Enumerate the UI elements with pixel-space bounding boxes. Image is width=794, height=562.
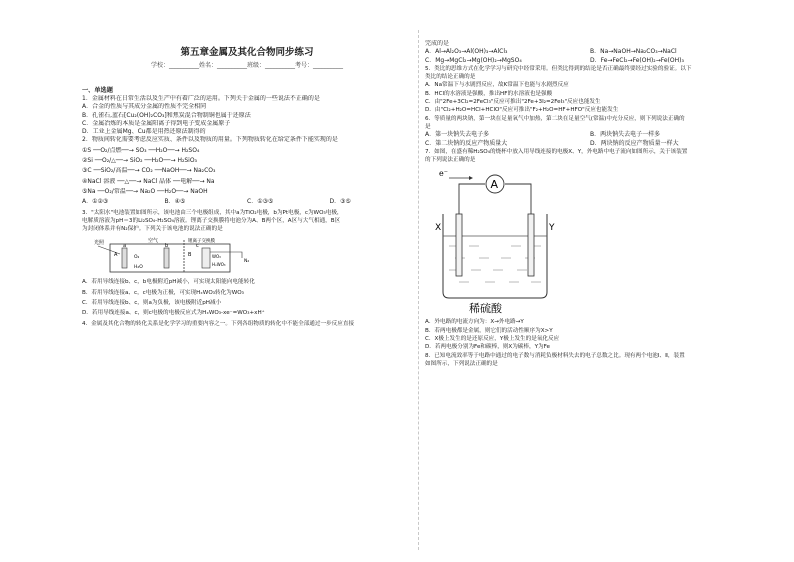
q6-option-c: C．第二块钠的反应产物质量大 [425,139,508,147]
q3-label-b: b [165,243,169,250]
q4-options-row-1 [425,48,755,56]
q8-stem: 8．已知电流效率等于电路中通过的电子数与消耗负极材料失去的电子总数之比。现有两个电池Ⅰ、Ⅱ，装置 [425,352,685,359]
q3-battery-diagram [92,236,412,274]
q3-label-a: a [123,243,127,250]
q4-option-c: C．Mg→MgCl₂→Mg(OH)₂→MgSO₄ [425,56,522,64]
q3-electrode-a [122,248,127,268]
q3-label-o2: O₂ [134,255,140,261]
left-column [82,86,412,328]
q6-options-row-2 [425,140,755,148]
q2-option-c: C．①③⑤ [247,198,274,206]
q6-stem: 6．等质量的两块钠，第一块在足量氧气中加热，第二块在足量空气(常温)中充分反应，则下列说法正确的 [425,115,685,122]
q7-stem-2: 的下列说法正确的是 [425,157,476,164]
q3-stem-3: 为封闭体系并有N₂保护。下列关于该电池的说法正确的是 [82,226,223,233]
q1-option-a: A．合金的性质与其成分金属的性质不完全相同 [82,103,207,111]
q7-cell-diagram [435,166,755,316]
q1-stem: 1．金属材料在日常生活以及生产中有着广泛的运用。下列关于金属的一些说法不正确的是 [82,95,320,102]
q7-label-x: X [435,223,442,234]
q7-option-d: D．若两电极分别为Fe和碳棒，则X为碳棒，Y为Fe [425,344,550,351]
q3-battery-svg [92,236,272,276]
q3-label-n2: N₂ [244,259,250,265]
q7-cell-svg [435,166,565,316]
q7-option-b: B．若两电极都是金属，则它们的活动性顺序为X>Y [425,327,553,334]
q5-option-c: C．由"2Fe+3Cl₂=2FeCl₃"反应可推出"2Fe+3I₂=2FeI₃"反应也能发生 [425,99,601,106]
q4-option-a: A．Al→Al₂O₃→Al(OH)₃→AlCl₃ [425,48,508,56]
q8-stem-2: 如图所示，下列说法正确的是 [425,360,498,367]
q3-electrode-b [164,248,169,268]
section-heading: 一、单选题 [82,87,113,94]
q2-item-3: ③C ──SiO₂/高温──→ CO₂ ──NaOH──→ Na₂CO₃ [82,167,216,175]
q4-option-d: D．Fe→FeCl₂→Fe(OH)₂→Fe(OH)₃ [590,56,684,64]
q5-stem: 5．类比的思维方式在化学学习与研究中经常采用。但类比得到的结论是否正确最终要经过实验的验证。以下 [425,65,692,72]
q3-label-region-a: A [114,252,118,259]
q7-electrode-y [528,214,534,276]
q3-option-c: C．若用导线连接b、c，则a为负极，该电极附近pH减小 [82,300,222,307]
q3-label-light: 光照 [94,240,105,247]
q6-option-b: B．两块钠失去电子一样多 [590,131,661,139]
q6-options-row-1 [425,131,755,139]
q7-label-ammeter: A [490,178,499,192]
page-title: 第五章金属及其化合物同步练习 [180,47,314,58]
q2-option-d: D．③⑤ [329,198,351,206]
q2-item-2: ②Si ──O₂/△──→ SiO₂ ──H₂O──→ H₂SiO₃ [82,157,197,165]
q4-options-row-2 [425,57,755,65]
q4-stem-cont: 完成的是 [425,40,450,47]
q3-option-a: A．若用导线连接b、c，b电极附近pH减小，可实现太阳能向电能转化 [82,279,255,286]
q7-stem: 7．如图，在盛有稀H₂SO₄的烧杯中放入用导线连接的电极X、Y，外电路中电子流向如图所示，关于该装置 [425,148,688,155]
q7-option-c: C．X极上发生的是还原反应，Y极上发生的是氧化反应 [425,336,560,343]
q7-wire-right [505,184,531,216]
student-info: 学校：__________姓名：__________班级：__________考号：__________ [150,62,343,69]
q6-option-d: D．两块钠的反应产物质量一样大 [590,139,679,147]
q3-label-hxwo3: HₓWO₃ [212,262,226,268]
q2-option-a: A．①②③ [82,198,109,206]
q3-label-h2o: H₂O [134,265,143,271]
q7-option-a: A．外电路的电流方向为：X→外电路→Y [425,319,524,326]
q7-label-y: Y [549,223,555,234]
q2-item-5: ⑤Na ──O₂/常温──→ Na₂O ──H₂O──→ NaOH [82,187,208,195]
q2-option-b: B．④⑤ [164,198,186,206]
q1-option-c: C．金属冶炼的本质是金属阳离子得到电子变成金属原子 [82,119,231,127]
q3-electrode-c [202,248,210,268]
q3-label-membrane: 锂离子交换膜 [188,239,215,245]
q6-option-a: A．第一块钠失去电子多 [425,131,490,139]
q3-label-c: c [196,243,199,250]
q5-stem-2: 类比的结论正确的是 [425,74,476,81]
q3-option-b: B．若用导线连接a、c，c电极为正极，可实现HₓWO₃转化为WO₃ [82,289,244,296]
q4-option-b: B．Na→NaOH→Na₂CO₃→NaCl [590,48,677,56]
q3-stem-2: 电解质溶液为pH＝3的Li₂SO₄-H₂SO₄溶液。锂离子交换膜将电池分为A、B两个区，A区与大气相通，B区 [82,217,341,224]
q7-label-electron: e⁻ [439,169,448,179]
column-divider [418,30,419,550]
q6-stem-2: 是 [425,123,431,130]
q7-wire-left [459,184,485,216]
q7-electrode-x [456,214,462,276]
q5-option-d: D．由"Cl₂+H₂O=HCl+HClO"反应可推出"F₂+H₂O=HF+HFO"反应也能发生 [425,107,619,114]
q3-option-d: D．若用导线连接a、c，则c电极的电极反应式为HₓWO₃-xe⁻=WO₃+xH⁺ [82,310,265,317]
q7-electron-arrowhead [469,176,473,180]
q3-label-wo3: WO₃ [212,254,221,260]
q2-item-4: ④NaCl 溶液 ──△──→ NaCl 晶体 ──电解──→ Na [82,177,215,185]
q2-item-1: ①S ──O₂/点燃──→ SO₃ ──H₂O──→ H₂SO₄ [82,146,200,154]
q1-option-d: D．工业上金属Mg、Cu都是用热还原法制得的 [82,128,206,136]
q3-stem-1: 3．"太阳水"电池装置如图所示，该电池由三个电极组成，其中a为TiO₂电极，b为Pt电极，c为WO₃电极， [82,209,343,216]
q5-option-a: A．Na常温下与水剧烈反应，故K常温下也能与水剧烈反应 [425,82,569,89]
right-column [425,40,755,368]
q2-options [82,198,412,206]
q2-stem: 2．物质间转化需要考虑反应实质、条件以及物质的用量。下列物质转化在给定条件下能实现的是 [82,136,338,144]
q4-stem: 4．金属及其化合物的转化关系是化学学习的重要内容之一。下列各组物质的转化中不能全部通过一步反应直接 [82,320,355,327]
q3-label-air: 空气 [148,238,159,245]
q7-label-solution: 稀硫酸 [469,302,502,316]
q7-liquid-hatching [449,246,541,282]
q5-option-b: B．HCl的水溶液是强酸，推出HF的水溶液也是强酸 [425,90,553,97]
q3-label-region-b: B [188,252,192,259]
q1-option-b: B．孔雀石,蓝石[Cu₂(OH)₂CO₃]和焦炭混合物制铜也属于还原法 [82,111,251,119]
